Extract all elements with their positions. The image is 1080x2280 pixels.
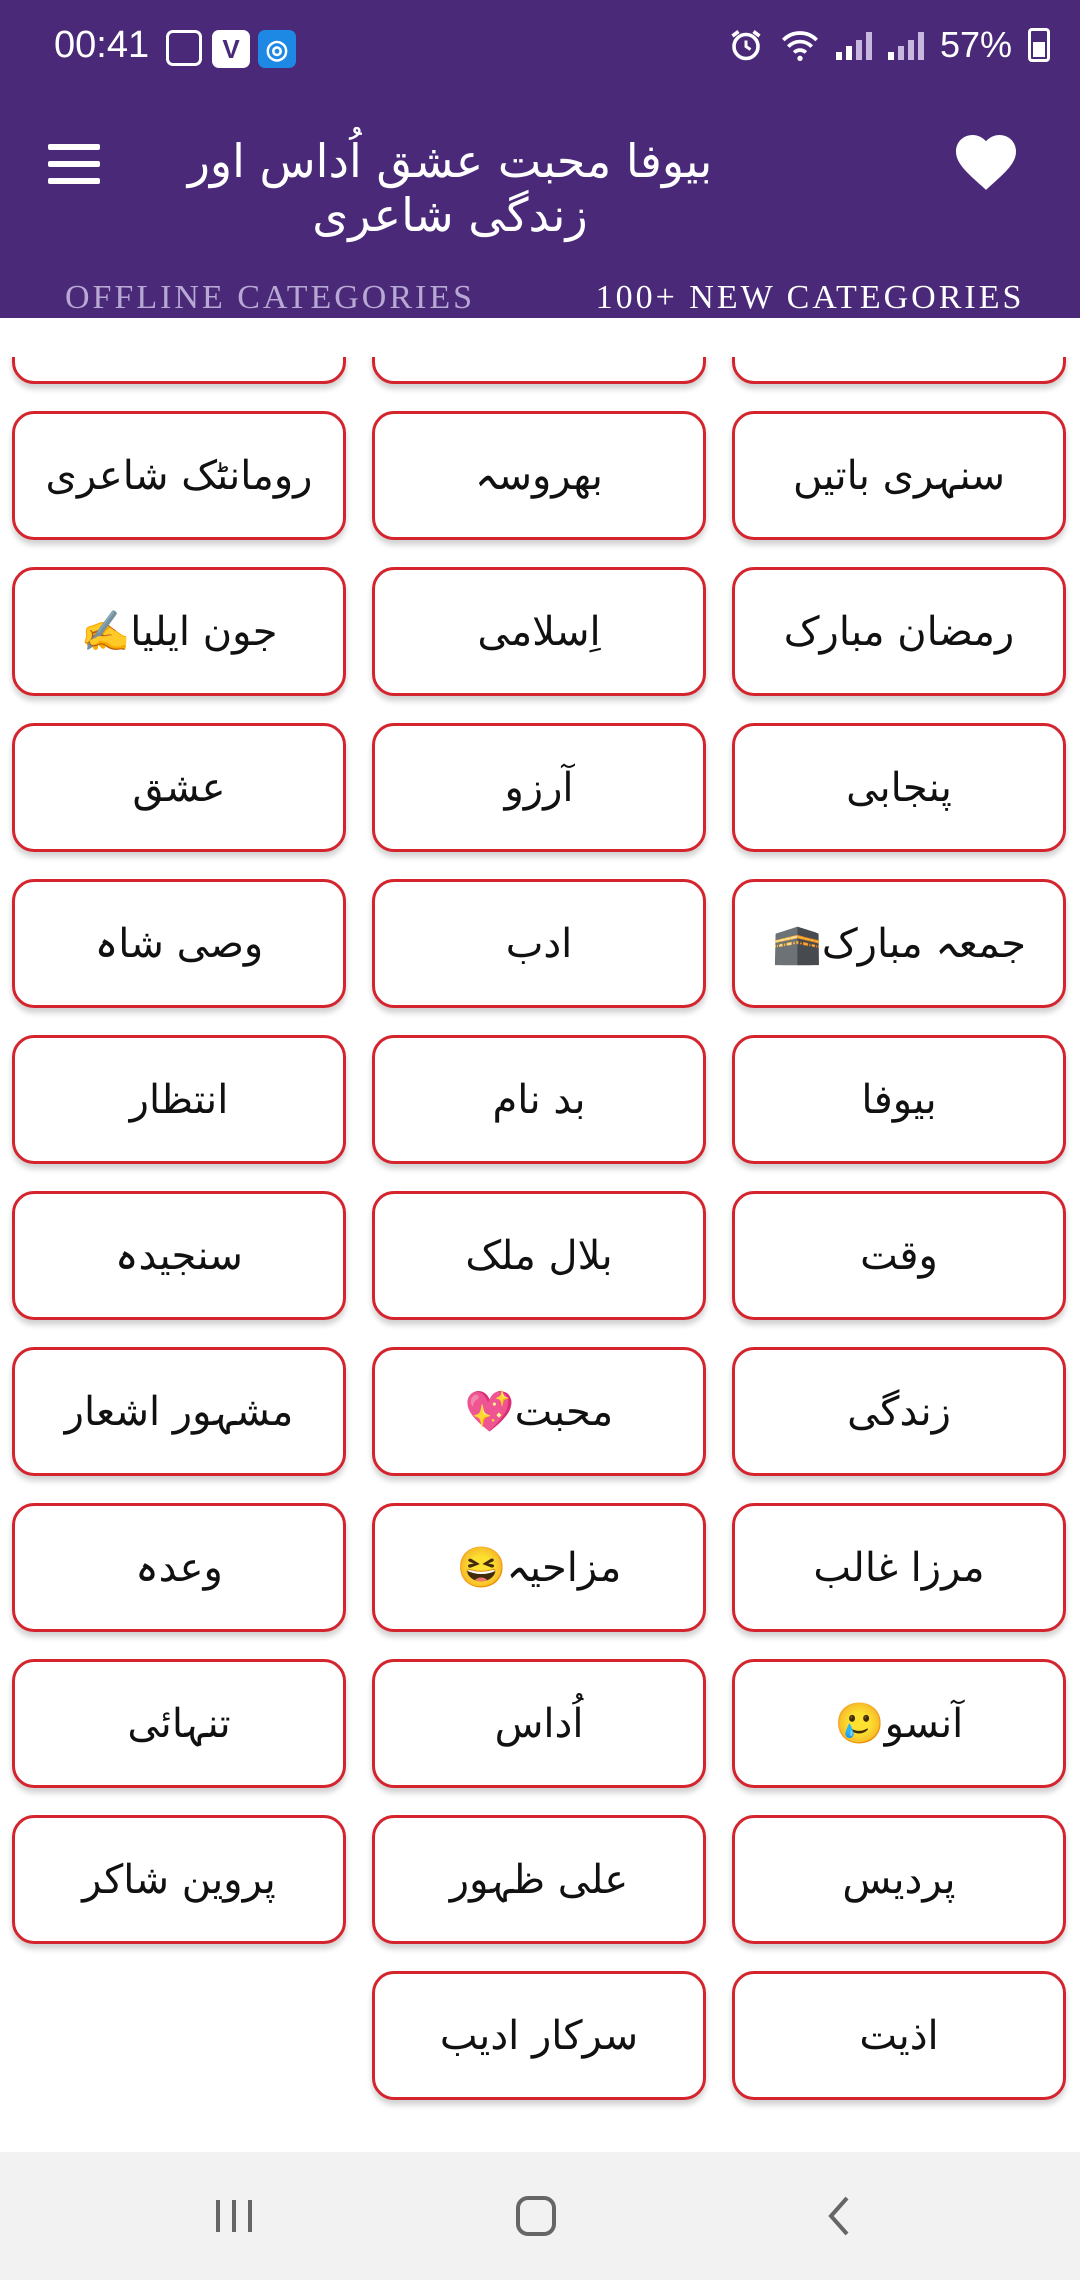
category-button[interactable] bbox=[372, 1971, 706, 2100]
tab-bar bbox=[0, 258, 1080, 338]
category-button[interactable] bbox=[372, 567, 706, 696]
category-label: اُداس bbox=[494, 1700, 584, 1747]
category-button[interactable] bbox=[732, 357, 1066, 384]
category-button[interactable] bbox=[732, 1191, 1066, 1320]
category-label: پنجابی bbox=[846, 764, 952, 811]
category-button[interactable] bbox=[12, 1191, 346, 1320]
category-button[interactable] bbox=[732, 1347, 1066, 1476]
category-button[interactable] bbox=[372, 411, 706, 540]
back-icon bbox=[823, 2194, 853, 2238]
category-button[interactable] bbox=[372, 723, 706, 852]
shazam-notification-icon: ◎ bbox=[258, 30, 296, 68]
heart-icon[interactable] bbox=[950, 126, 1022, 198]
category-button[interactable] bbox=[732, 411, 1066, 540]
navigation-bar bbox=[0, 2152, 1080, 2280]
category-button[interactable] bbox=[372, 879, 706, 1008]
category-button[interactable] bbox=[12, 1347, 346, 1476]
category-label: انتظار bbox=[129, 1076, 229, 1123]
category-label: زندگی bbox=[847, 1388, 951, 1435]
category-button[interactable] bbox=[372, 1659, 706, 1788]
category-label: وعدہ bbox=[135, 1544, 223, 1591]
wifi-icon bbox=[780, 28, 820, 62]
category-label: سنہری باتیں bbox=[792, 452, 1006, 499]
category-button[interactable] bbox=[732, 567, 1066, 696]
category-button[interactable] bbox=[372, 1191, 706, 1320]
app-bar bbox=[0, 100, 1080, 318]
app-title: بیوفا محبت عشق اُداس اور زندگی شاعری bbox=[187, 134, 713, 242]
category-label: بد نام bbox=[492, 1076, 586, 1123]
category-label: پردیس bbox=[842, 1856, 956, 1903]
category-label: بلال ملک bbox=[465, 1232, 613, 1279]
category-label: رمضان مبارک bbox=[783, 608, 1015, 655]
category-label: تنہائی bbox=[127, 1700, 231, 1747]
recents-button[interactable] bbox=[164, 2152, 304, 2280]
category-button[interactable] bbox=[12, 879, 346, 1008]
category-button[interactable] bbox=[372, 1503, 706, 1632]
status-time: 00:41 bbox=[54, 24, 150, 66]
category-label: آنسو🥲 bbox=[834, 1701, 964, 1747]
category-grid bbox=[12, 357, 1066, 2100]
category-label: مشہور اشعار bbox=[64, 1388, 294, 1435]
category-label: بیوفا bbox=[861, 1076, 937, 1123]
category-label: عشق bbox=[132, 764, 226, 811]
tab-offline-categories[interactable]: OFFLINE CATEGORIES bbox=[64, 279, 476, 316]
category-button[interactable] bbox=[732, 723, 1066, 852]
alarm-icon bbox=[728, 27, 764, 63]
home-icon bbox=[514, 2194, 558, 2238]
category-label: علی ظہور bbox=[449, 1856, 629, 1903]
category-label: پروین شاکر bbox=[82, 1856, 276, 1903]
signal-2-icon bbox=[888, 30, 924, 60]
category-label: آرزو bbox=[504, 764, 574, 811]
category-label: ادب bbox=[505, 920, 573, 967]
gallery-notification-icon bbox=[166, 30, 202, 66]
category-button[interactable] bbox=[732, 1971, 1066, 2100]
battery-icon bbox=[1028, 28, 1050, 62]
category-label: مزاحیہ😆 bbox=[456, 1545, 622, 1591]
home-button[interactable] bbox=[466, 2152, 606, 2280]
category-label: مرزا غالب bbox=[813, 1544, 985, 1591]
category-button[interactable] bbox=[732, 1503, 1066, 1632]
category-button[interactable] bbox=[732, 1035, 1066, 1164]
recents-icon bbox=[212, 2196, 256, 2236]
category-label: جون ایلیا✍️ bbox=[80, 609, 278, 655]
category-button[interactable] bbox=[732, 1815, 1066, 1944]
category-button[interactable] bbox=[12, 411, 346, 540]
category-label: وصی شاہ bbox=[94, 920, 264, 967]
category-label: سرکار ادیب bbox=[439, 2012, 639, 2059]
category-label: رومانٹک شاعری bbox=[45, 452, 313, 499]
category-label: وقت bbox=[860, 1232, 938, 1279]
category-label: بھروسہ bbox=[475, 452, 603, 499]
category-button[interactable] bbox=[372, 1035, 706, 1164]
category-button[interactable] bbox=[372, 357, 706, 384]
category-button[interactable] bbox=[12, 1659, 346, 1788]
empty-slot bbox=[12, 1971, 346, 2100]
battery-percent: 57% bbox=[939, 24, 1012, 65]
category-label: جمعہ مبارک🕋 bbox=[772, 921, 1026, 967]
category-button[interactable] bbox=[12, 1815, 346, 1944]
category-label: اذیت bbox=[859, 2012, 939, 2059]
category-button[interactable] bbox=[372, 1815, 706, 1944]
category-label: سنجیدہ bbox=[115, 1232, 243, 1279]
back-button[interactable] bbox=[768, 2152, 908, 2280]
category-button[interactable] bbox=[12, 1035, 346, 1164]
signal-1-icon bbox=[836, 30, 872, 60]
tab-new-categories[interactable]: 100+ NEW CATEGORIES bbox=[595, 279, 1025, 316]
status-right-group bbox=[728, 24, 1050, 66]
category-button[interactable] bbox=[12, 567, 346, 696]
category-button[interactable] bbox=[12, 357, 346, 384]
category-button[interactable] bbox=[12, 723, 346, 852]
category-button[interactable] bbox=[12, 1503, 346, 1632]
category-label: اِسلامی bbox=[477, 608, 601, 655]
v-app-notification-icon: V bbox=[212, 30, 250, 68]
category-button[interactable] bbox=[732, 1659, 1066, 1788]
category-list[interactable] bbox=[0, 357, 1080, 2152]
category-button[interactable] bbox=[732, 879, 1066, 1008]
status-bar bbox=[0, 0, 1080, 100]
category-button[interactable] bbox=[372, 1347, 706, 1476]
hamburger-icon[interactable] bbox=[48, 144, 100, 184]
category-label: محبت💖 bbox=[464, 1389, 614, 1435]
